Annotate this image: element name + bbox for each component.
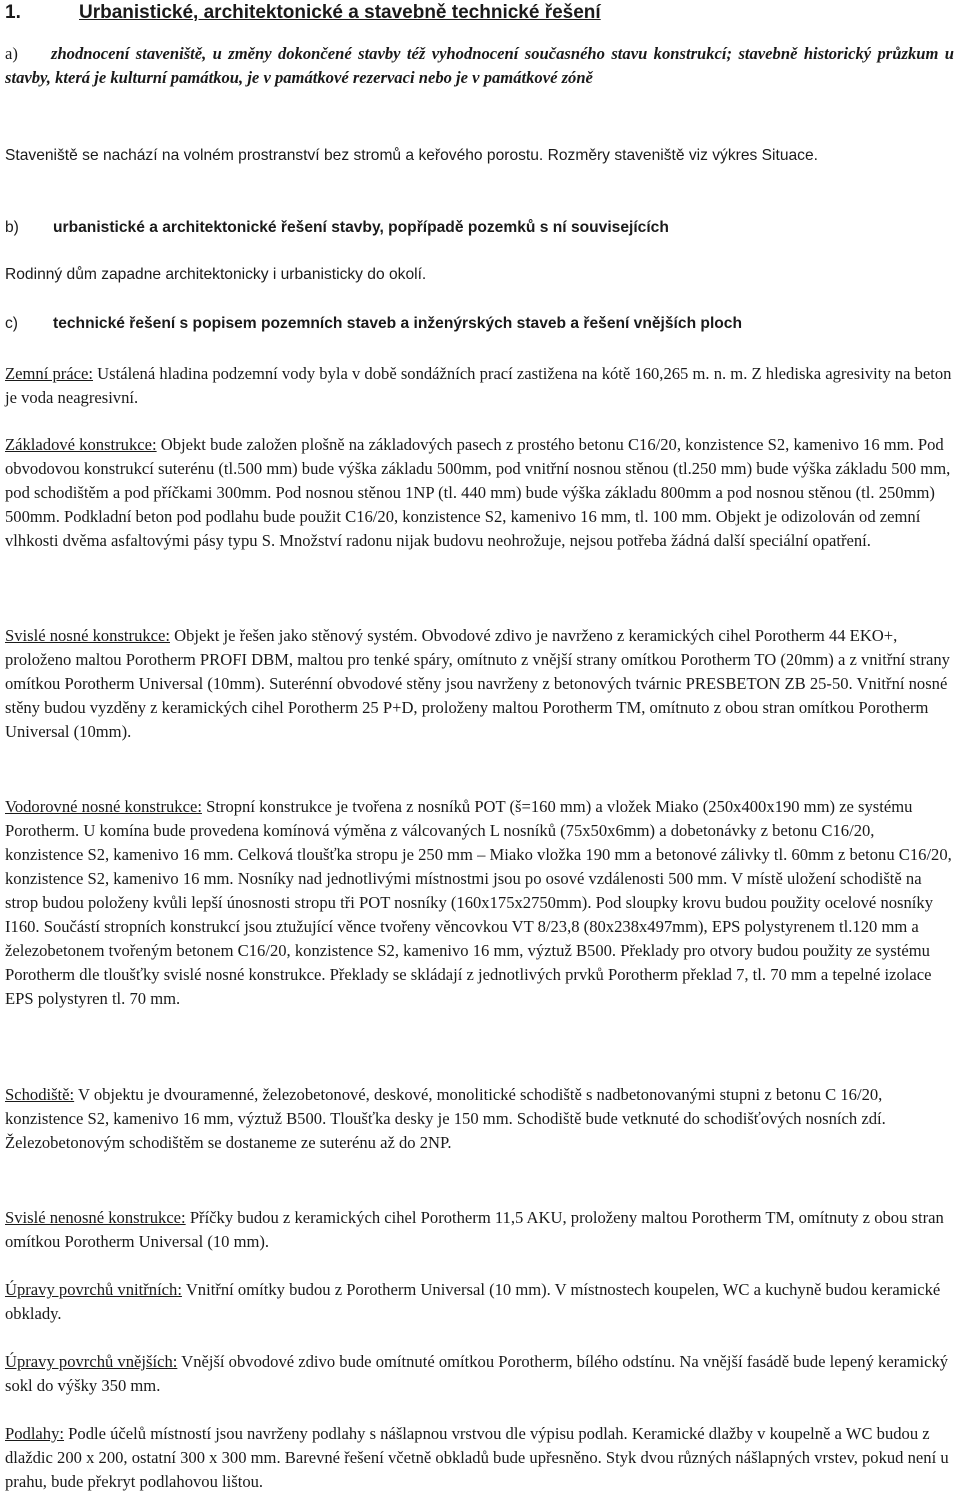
paragraph-label: Svislé nenosné konstrukce:: [5, 1208, 186, 1227]
section-a-text: Staveniště se nachází na volném prostranství bez stromů a keřového porostu. Rozměry staveniště viz výkres Situace.: [5, 147, 818, 164]
subheading-c: [5, 312, 954, 336]
paragraph-upravy-vnejsich: [5, 1350, 954, 1398]
subheading-a-title: zhodnocení staveniště, u změny dokončené stavby též vyhodnocení současného stavu konstrukcí; stavebně historický průzkum u stavby, která je kulturní památkou, je v památkové rezervaci nebo je v památkové zóně: [5, 44, 954, 87]
paragraph-text: Podle účelů místností jsou navrženy podlahy s nášlapnou vrstvou dle výpisu podlah. Keramické dlažby v koupelně a WC budou z dlaždic 200 x 200, ostatní 300 x 300 mm. Barevné řešení včetně obkladů bude upřesněno. Styk dvou různých nášlapných vrstev, pokud není u prahu, bude překryt podlahovou lištou.: [5, 1424, 949, 1491]
subheading-b: [5, 216, 954, 240]
subheading-c-letter: c): [5, 315, 18, 332]
paragraph-label: Úpravy povrchů vnitřních:: [5, 1280, 182, 1299]
subheading-b-letter: b): [5, 219, 19, 236]
paragraph-svisle-nenosne: [5, 1206, 954, 1254]
paragraph-podlahy: [5, 1422, 954, 1494]
paragraph-label: Schodiště:: [5, 1085, 75, 1104]
paragraph-zemni-prace: [5, 362, 954, 410]
paragraph-label: Úpravy povrchů vnějších:: [5, 1352, 178, 1371]
paragraph-schodiste: [5, 1083, 954, 1155]
paragraph-text: Objekt bude založen plošně na základových pasech z prostého betonu C16/20, konzistence S2, kamenivo 16 mm. Pod obvodovou konstrukcí suterénu (tl.500 mm) bude výška základu 500mm, pod vnitřní nosnou stěnou (tl.250 mm) bude výška základu 500 mm, pod schodištěm a pod příčkami 300mm. Pod nosnou stěnou 1NP (tl. 440 mm) bude výška základu 800mm a pod nosnou stěnou (tl. 250mm) 500mm. Podkladní beton pod podlahu bude použit C16/20, konzistence S2, kamenivo 16 mm, tl. 100 mm. Objekt je odizolován od zemní vlhkosti dvěma asfaltovými pásy typu S. Množství radonu nijak budovu neohrožuje, nejsou potřeba žádná další speciální opatření.: [5, 435, 951, 550]
paragraph-upravy-vnitrnich: [5, 1278, 954, 1326]
paragraph-text: Stropní konstrukce je tvořena z nosníků POT (š=160 mm) a vložek Miako (250x400x190 mm) ze systému Porotherm. U komína bude provedena komínová výměna z válcovaných L nosníků (75x50x6mm) a dobetonávky z betonu C16/20, konzistence S2, kamenivo 16 mm. Celková tloušťka stropu je 250 mm – Miako vložka 190 mm a betonové zálivky tl. 60mm z betonu C16/20, konzistence S2, kamenivo 16 mm. Nosníky nad jednotlivými místnostmi jsou po osové vzdálenosti 500 mm. V místě uložení schodiště na strop budou položeny kvůli lepší únosnosti stropu tři POT nosníky (160x175x2750mm). Pod sloupky krovu budou použity ocelové nosníky I160. Součástí stropních konstrukcí jsou ztužující věnce tvořeny věncovkou VT 8/23,8 (80x238x497mm), EPS polystyrenem tl.120 mm a železobetonem tvořeným betonem C16/20, konzistence S2, kamenivo 16 mm, výztuž B500. Překlady pro otvory budou použity ze systému Porotherm dle tloušťky svislé nosné konstrukce. Překlady se skládají z jednotlivých prvků Porotherm překlad 7, tl. 70 mm a tepelné izolace EPS polystyren tl. 70 mm.: [5, 797, 952, 1008]
paragraph-label: Podlahy:: [5, 1424, 65, 1443]
paragraph-text: Vnitřní omítky budou z Porotherm Universal (10 mm). V místnostech koupelen, WC a kuchyně budou keramické obklady.: [5, 1280, 941, 1323]
section-heading: [5, 0, 954, 26]
section-b-text: Rodinný dům zapadne architektonicky i urbanisticky do okolí.: [5, 266, 427, 283]
paragraph-label: Zemní práce:: [5, 364, 93, 383]
paragraph-text: Vnější obvodové zdivo bude omítnuté omítkou Porotherm, bílého odstínu. Na vnější fasádě bude lepený keramický sokl do výšky 350 mm.: [5, 1352, 949, 1395]
subheading-b-title: urbanistické a architektonické řešení stavby, popřípadě pozemků s ní souvisejících: [53, 219, 669, 236]
paragraph-label: Vodorovné nosné konstrukce:: [5, 797, 202, 816]
paragraph-zakladove-konstrukce: [5, 433, 954, 553]
paragraph-label: Základové konstrukce:: [5, 435, 157, 454]
subheading-a: [5, 42, 954, 90]
subheading-c-title: technické řešení s popisem pozemních staveb a inženýrských staveb a řešení vnějších ploch: [53, 315, 743, 332]
heading-number: 1.: [5, 2, 21, 23]
paragraph-text: Ustálená hladina podzemní vody byla v době sondážních prací zastižena na kótě 160,265 m. n. m. Z hlediska agresivity na beton je voda neagresivní.: [5, 364, 952, 407]
paragraph-label: Svislé nosné konstrukce:: [5, 626, 170, 645]
heading-title: Urbanistické, architektonické a stavebně technické řešení: [79, 2, 601, 23]
paragraph-svisle-nosne: [5, 624, 954, 744]
subheading-a-letter: a): [5, 44, 18, 63]
paragraph-text: V objektu je dvouramenné, železobetonové, deskové, monolitické schodiště s nadbetonovanými stupni z betonu C 16/20, konzistence S2, kamenivo 16 mm, výztuž B500. Tloušťka desky je 150 mm. Schodiště bude vetknuté do schodišťových nosních zdí. Železobetonovým schodištěm se dostaneme ze suterénu až do 2NP.: [5, 1085, 886, 1152]
paragraph-text: Objekt je řešen jako stěnový systém. Obvodové zdivo je navrženo z keramických cihel Porotherm 44 EKO+, proloženo maltou Porotherm PROFI DBM, maltou pro tenké spáry, omítnuto z vnější strany omítkou Porotherm TO (20mm) a z vnitřní strany omítkou Porotherm Universal (10mm). Suterénní obvodové stěny jsou navrženy z betonových tvárnic PRESBETON ZB 25-50. Vnitřní nosné stěny budou vyzděny z keramických cihel Porotherm 25 P+D, proloženy maltou Porotherm TM, omítnuto z obou stran omítkou Porotherm Universal (10mm).: [5, 626, 950, 741]
paragraph-vodorovne-nosne: [5, 795, 954, 1011]
paragraph-text: Příčky budou z keramických cihel Porotherm 11,5 AKU, proloženy maltou Porotherm TM, omítnuty z obou stran omítkou Porotherm Universal (10 mm).: [5, 1208, 944, 1251]
